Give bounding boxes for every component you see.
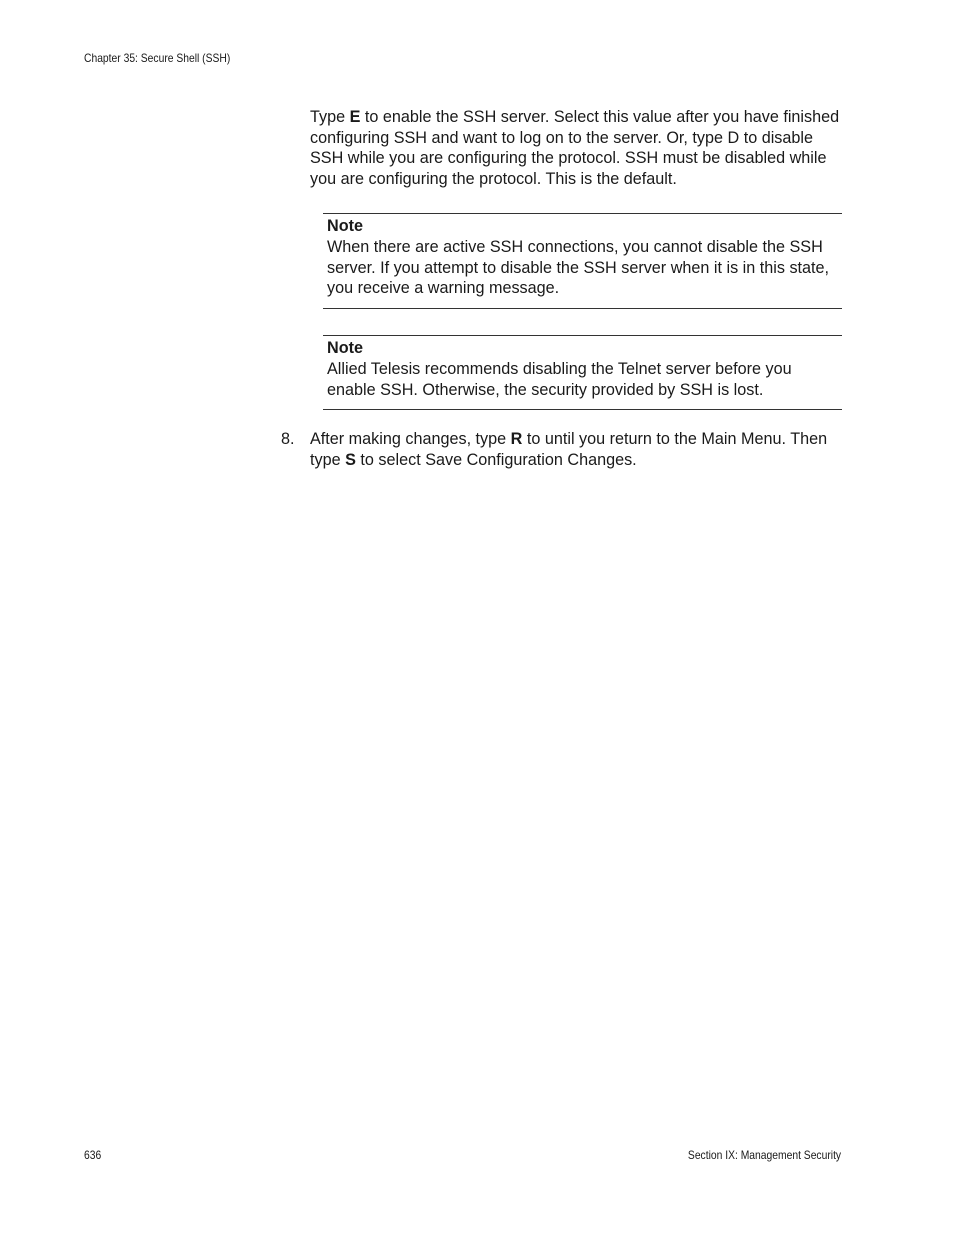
note-text: Allied Telesis recommends disabling the Telnet server before you enable SSH. Otherwise, the security provided by SSH is lost.	[327, 360, 792, 399]
key-s: S	[345, 450, 356, 469]
key-e: E	[349, 108, 361, 126]
enable-ssh-paragraph	[310, 107, 846, 189]
intro-text-2: to enable the SSH server. Select this value after you have finished configuring SSH and want to log on to the server. Or, type D to disable SSH while you are configuring the protocol. SSH must be disabled while you are configuring the protocol. This is the default.	[310, 108, 840, 188]
key-r: R	[510, 430, 523, 448]
note-box-telnet	[323, 335, 842, 410]
step-text-2: to until you return to the Main Menu. Then type	[310, 430, 828, 469]
note-title: Note	[327, 217, 363, 235]
note-title: Note	[327, 339, 363, 357]
step-text-3: to select Save Configuration Changes.	[355, 450, 637, 469]
step-number: 8.	[281, 430, 295, 448]
note-box-active-connections	[323, 213, 842, 309]
page-number: 636	[84, 1148, 102, 1162]
step-text	[310, 429, 845, 470]
running-header: Chapter 35: Secure Shell (SSH)	[84, 51, 231, 65]
note-text: When there are active SSH connections, you cannot disable the SSH server. If you attempt to disable the SSH server when it is in this state, you receive a warning message.	[327, 238, 830, 297]
intro-text-1: Type	[310, 108, 350, 126]
step-text-1: After making changes, type	[310, 430, 511, 448]
footer-section: Section IX: Management Security	[687, 1148, 841, 1162]
